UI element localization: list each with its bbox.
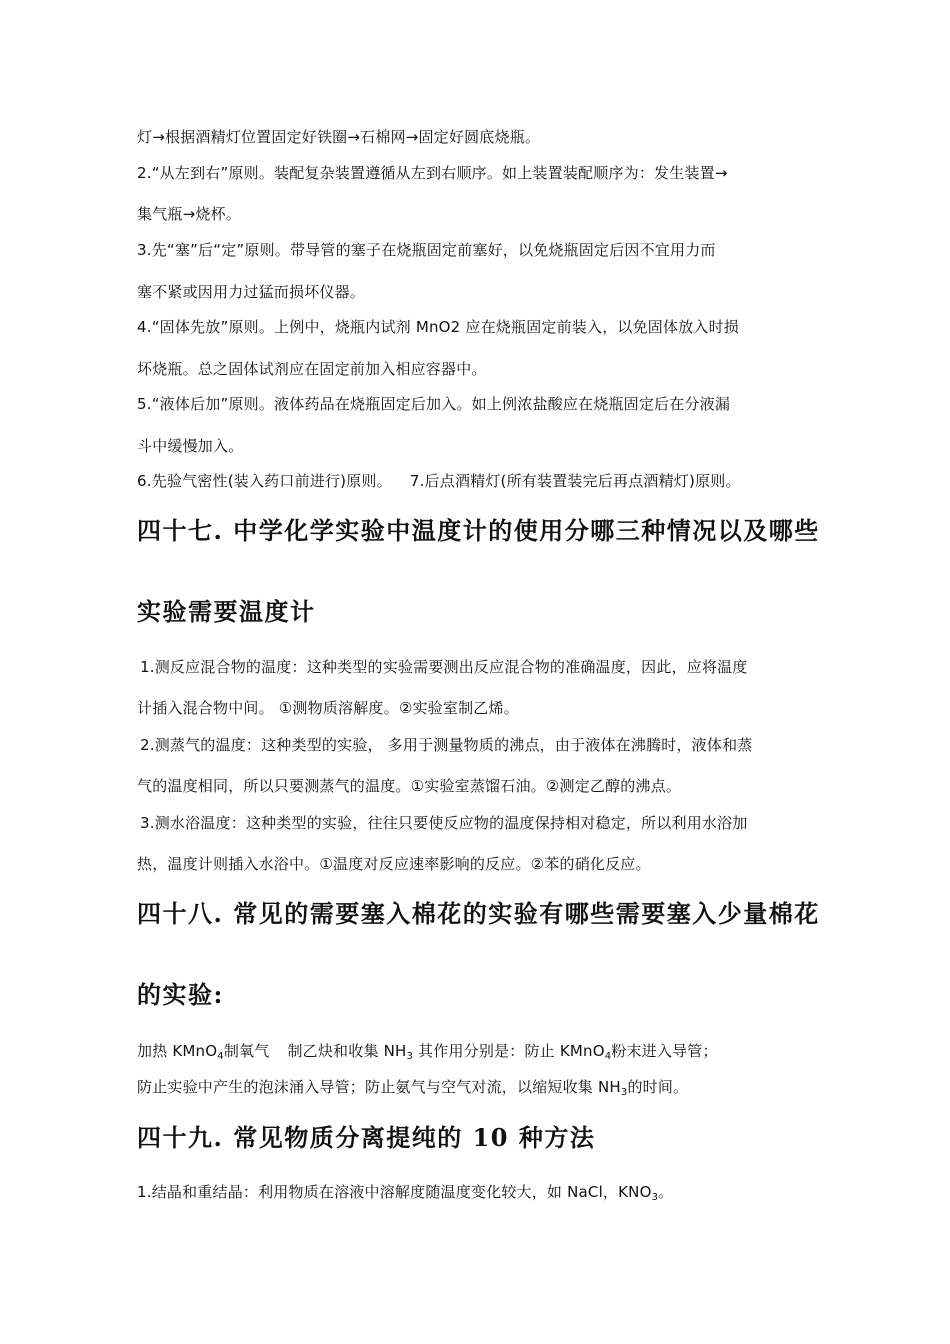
text-line: 灯→根据酒精灯位置固定好铁圈→石棉网→固定好圆底烧瓶。	[137, 128, 541, 146]
text-line: 3.先“塞”后“定”原则。带导管的塞子在烧瓶固定前塞好，以免烧瓶固定后因不宜用力而	[137, 241, 716, 259]
text-line: 5.“液体后加”原则。液体药品在烧瓶固定后加入。如上例浓盐酸应在烧瓶固定后在分液漏	[137, 395, 731, 413]
rule-7-text: 7.后点酒精灯(所有装置装完后再点酒精灯)原则。	[409, 472, 741, 490]
text-line: 塞不紧或因用力过猛而损坏仪器。	[137, 283, 366, 301]
text-line: 斗中缓慢加入。	[137, 437, 244, 455]
text-line: 2.测蒸气的温度：这种类型的实验， 多用于测量物质的沸点，由于液体在沸腾时，液体和蒸	[140, 736, 753, 754]
text-line: 集气瓶→烧杯。	[137, 205, 241, 223]
text-line: 坏烧瓶。总之固体试剂应在固定前加入相应容器中。	[137, 360, 487, 378]
rule-6-text: 6.先验气密性(装入药口前进行)原则。	[137, 472, 392, 490]
section-47-heading: 四十七. 中学化学实验中温度计的使用分哪三种情况以及哪些	[137, 516, 820, 545]
text-line: 计插入混合物中间。 ①测物质溶解度。②实验室制乙烯。	[137, 699, 519, 717]
text-line: 2.“从左到右”原则。装配复杂装置遵循从左到右顺序。如上装置装配顺序为：发生装置→	[137, 164, 728, 182]
section-49-heading: 四十九. 常见物质分离提纯的 10 种方法	[137, 1123, 596, 1152]
section-48-heading: 四十八. 常见的需要塞入棉花的实验有哪些需要塞入少量棉花	[137, 899, 820, 928]
text-line: 热，温度计则插入水浴中。①温度对反应速率影响的反应。②苯的硝化反应。	[137, 855, 651, 873]
text-line: 1.测反应混合物的温度：这种类型的实验需要测出反应混合物的准确温度，因此，应将温度	[140, 658, 748, 676]
text-line: 3.测水浴温度：这种类型的实验，往往只要使反应物的温度保持相对稳定，所以利用水浴加	[140, 814, 748, 832]
text-line: 4.“固体先放”原则。上例中，烧瓶内试剂 MnO2 应在烧瓶固定前装入，以免固体放入时损	[137, 318, 739, 336]
section-47-heading-cont: 实验需要温度计	[137, 597, 316, 626]
section-48-heading-cont: 的实验:	[137, 980, 224, 1009]
text-line: 1.结晶和重结晶：利用物质在溶液中溶解度随温度变化较大，如 NaCl，$KNO_3$。	[137, 1183, 674, 1203]
text-line: 气的温度相同，所以只要测蒸气的温度。①实验室蒸馏石油。②测定乙醇的沸点。	[137, 777, 682, 795]
text-line: 防止实验中产生的泡沫涌入导管；防止氨气与空气对流，以缩短收集 $NH_3$的时间。	[137, 1078, 689, 1098]
text-line	[137, 471, 741, 491]
text-line: 加热 KMnO$_4$制氧气 制乙炔和收集 $NH_3$ 其作用分别是：防止 KMnO$_4$粉末进入导管；	[137, 1042, 718, 1062]
